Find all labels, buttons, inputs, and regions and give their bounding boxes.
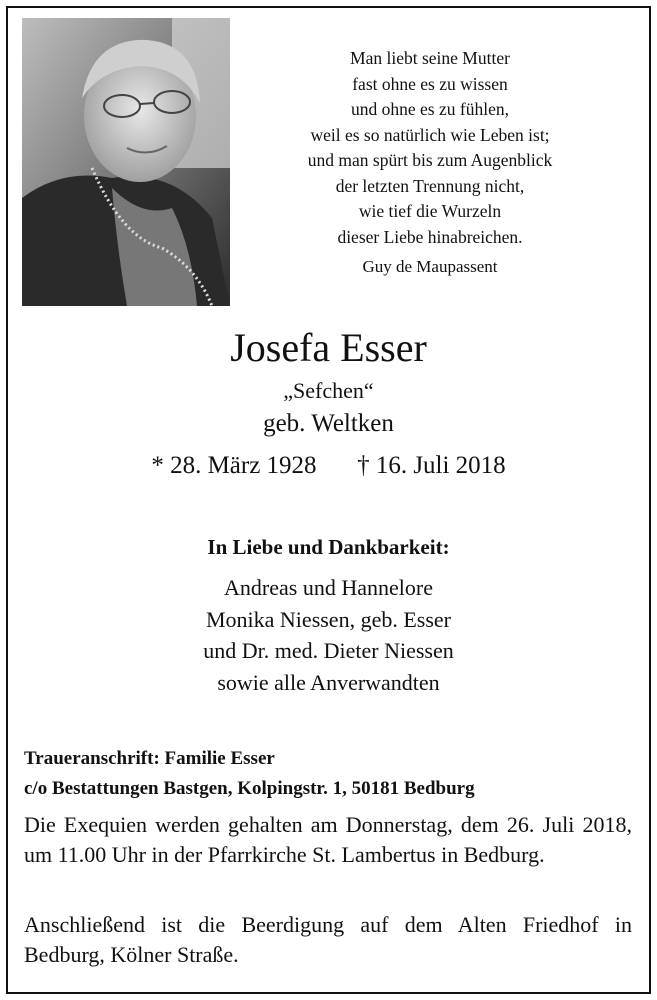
mourning-address (24, 744, 634, 804)
deceased-nickname: „Sefchen“ (283, 378, 374, 403)
birth-date: 28. März 1928 (170, 452, 317, 479)
poem-line: und ohne es zu fühlen, (351, 99, 509, 119)
poem-author: Guy de Maupassent (362, 257, 498, 276)
mourner-line: Monika Niessen, geb. Esser (205, 606, 451, 632)
mourner-line: sowie alle Anverwandten (217, 669, 440, 695)
address-line-1: Traueranschrift: Familie Esser (24, 748, 275, 769)
poem-line: Man liebt seine Mutter (350, 48, 510, 68)
poem-line: dieser Liebe hinabreichen. (337, 226, 523, 247)
mourners-heading: In Liebe und Dankbarkeit: (207, 535, 450, 559)
poem-line: und man spürt bis zum Augenblick (307, 150, 553, 170)
life-dates (0, 452, 657, 480)
exequies-paragraph: Die Exequien werden gehalten am Donnerstag, dem 26. Juli 2018, um 11.00 Uhr in der Pfarrkirche St. Lambertus in Bedburg. (24, 812, 632, 867)
poem-line: weil es so natürlich wie Leben ist; (310, 124, 550, 145)
poem-line: fast ohne es zu wissen (352, 73, 508, 94)
memorial-poem (250, 46, 610, 250)
death-symbol: † (357, 452, 370, 479)
portrait-photo (22, 18, 230, 306)
poem-line: der letzten Trennung nicht, (335, 175, 525, 196)
mourner-line: und Dr. med. Dieter Niessen (203, 638, 454, 663)
mourner-line: Andreas und Hannelore (224, 575, 433, 600)
mourners-list (0, 572, 657, 698)
poem-line: wie tief die Wurzeln (358, 201, 502, 221)
deceased-name: Josefa Esser (230, 325, 427, 370)
deceased-birth-name: geb. Weltken (263, 410, 394, 437)
death-date: 16. Juli 2018 (375, 452, 506, 479)
address-line-2: c/o Bestattungen Bastgen, Kolpingstr. 1, 50181 Bedburg (24, 778, 475, 799)
burial-paragraph: Anschließend ist die Beerdigung auf dem Alten Friedhof in Bedburg, Kölner Straße. (24, 912, 632, 967)
birth-symbol: * (151, 452, 164, 479)
